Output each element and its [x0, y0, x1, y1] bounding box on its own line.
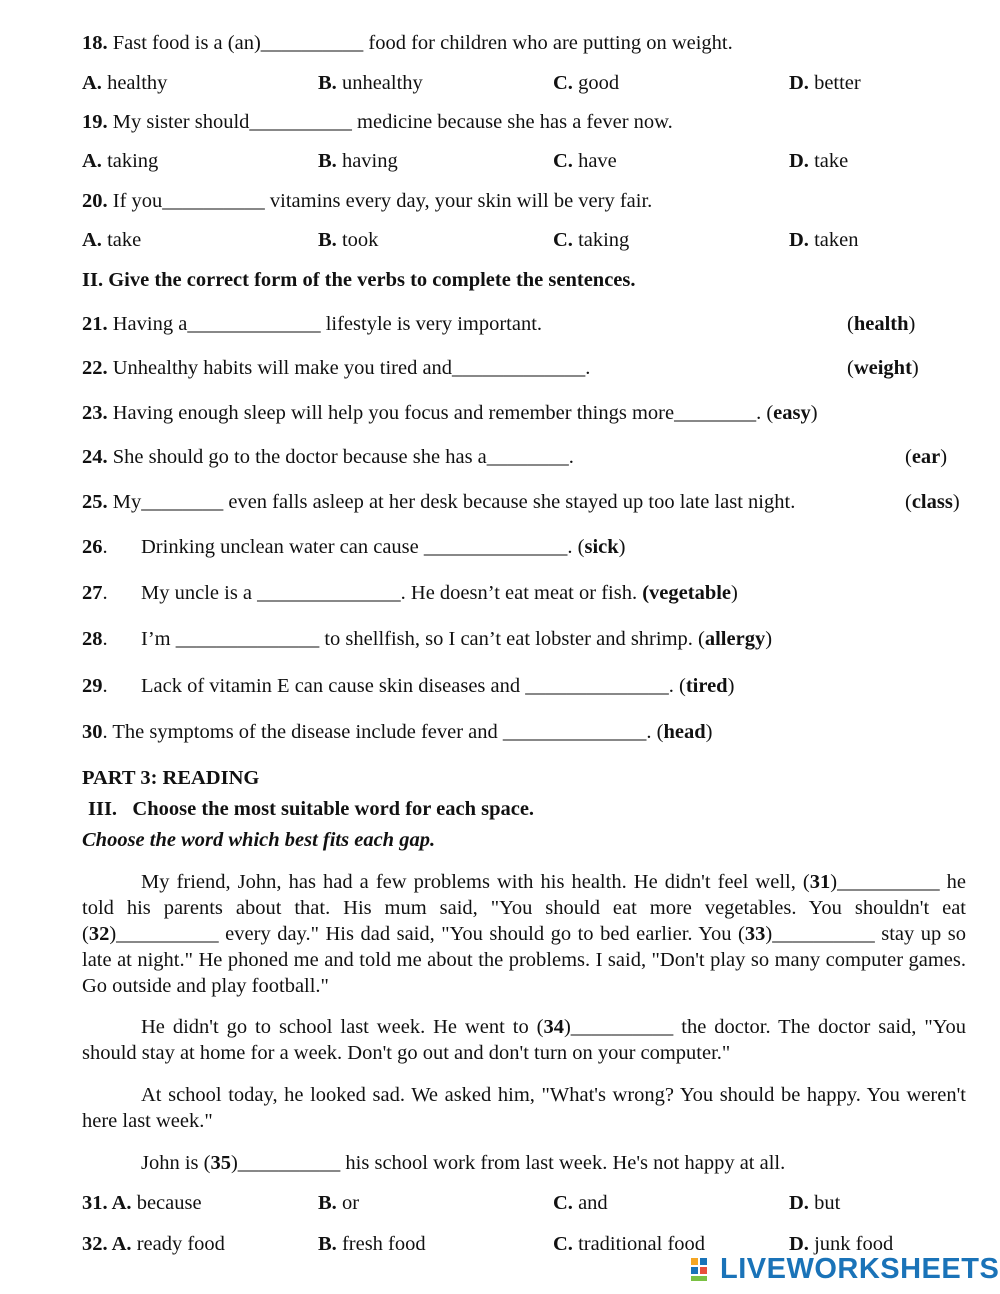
question-24: 24. She should go to the doctor because she has a________. — [82, 446, 574, 468]
q22-hint: (weight) — [847, 357, 919, 379]
q20-option-c[interactable]: C. taking — [553, 229, 630, 251]
q19-option-a[interactable]: A. taking — [82, 150, 159, 172]
q32-option-a[interactable]: 32. A. ready food — [82, 1233, 225, 1255]
q32-option-b[interactable]: B. fresh food — [318, 1233, 426, 1255]
q18-option-b[interactable]: B. unhealthy — [318, 72, 423, 94]
question-19: 19. My sister should__________ medicine because she has a fever now. — [82, 111, 673, 133]
q19-option-b[interactable]: B. having — [318, 150, 398, 172]
q31-option-a[interactable]: 31. A. because — [82, 1192, 202, 1214]
reading-paragraph-3: At school today, he looked sad. We asked him, "What's wrong? You should be happy. You weren't here last week." — [82, 1084, 966, 1132]
reading-paragraph-2: He didn't go to school last week. He went to (34)__________ the doctor. The doctor said, "You should stay at home for a week. Don't go out and don't turn on your computer." — [82, 1016, 966, 1064]
q18-option-d[interactable]: D. better — [789, 72, 861, 94]
q18-option-c[interactable]: C. good — [553, 72, 620, 94]
part-3-heading: PART 3: READING — [82, 767, 260, 789]
q18-option-a[interactable]: A. healthy — [82, 72, 168, 94]
question-20: 20. If you__________ vitamins every day, your skin will be very fair. — [82, 190, 653, 212]
q20-option-b[interactable]: B. took — [318, 229, 379, 251]
question-25: 25. My________ even falls asleep at her desk because she stayed up too late last night. — [82, 491, 796, 513]
liveworksheets-logo-icon — [690, 1256, 716, 1282]
q19-option-c[interactable]: C. have — [553, 150, 617, 172]
q31-option-d[interactable]: D. but — [789, 1192, 841, 1214]
q32-option-d[interactable]: D. junk food — [789, 1233, 894, 1255]
section-3-heading: III. Choose the most suitable word for each space. — [88, 798, 535, 820]
q25-hint: (class) — [905, 491, 960, 513]
question-28: 28. I’m ______________ to shellfish, so I can’t eat lobster and shrimp. (allergy) — [82, 628, 773, 650]
q20-option-a[interactable]: A. take — [82, 229, 142, 251]
q32-option-c[interactable]: C. traditional food — [553, 1233, 706, 1255]
question-27: 27. My uncle is a ______________. He doesn’t eat meat or fish. (vegetable) — [82, 582, 738, 604]
question-22: 22. Unhealthy habits will make you tired and_____________. — [82, 357, 591, 379]
question-18: 18. Fast food is a (an)__________ food for children who are putting on weight. — [82, 32, 733, 54]
q19-option-d[interactable]: D. take — [789, 150, 849, 172]
question-29: 29. Lack of vitamin E can cause skin diseases and ______________. (tired) — [82, 675, 735, 697]
q20-option-d[interactable]: D. taken — [789, 229, 859, 251]
q24-hint: (ear) — [905, 446, 948, 468]
question-21: 21. Having a_____________ lifestyle is very important. — [82, 313, 543, 335]
section-2-heading: II. Give the correct form of the verbs to complete the sentences. — [82, 269, 636, 291]
reading-paragraph-4: John is (35)__________ his school work from last week. He's not happy at all. — [141, 1152, 786, 1174]
liveworksheets-logo[interactable] — [690, 1254, 999, 1284]
q21-hint: (health) — [847, 313, 916, 335]
liveworksheets-logo-text: LIVEWORKSHEETS — [720, 1252, 1000, 1285]
question-30: 30. The symptoms of the disease include fever and ______________. (head) — [82, 721, 713, 743]
instruction: Choose the word which best fits each gap. — [82, 829, 436, 851]
question-23: 23. Having enough sleep will help you focus and remember things more________. (easy) — [82, 402, 818, 424]
q31-option-b[interactable]: B. or — [318, 1192, 360, 1214]
question-26: 26. Drinking unclean water can cause ______________. (sick) — [82, 536, 626, 558]
q31-option-c[interactable]: C. and — [553, 1192, 608, 1214]
reading-paragraph-1: My friend, John, has had a few problems with his health. He didn't feel well, (31)__________ he told his parents about that. His mum said, "You should eat more vegetables. You shouldn't eat (32)__________ every day." His dad said, "You should go to bed earlier. You (33)__________ stay up so late at night." He phoned me and told me about the problems. I said, "Don't play so many computer games. Go outside and play football." — [82, 871, 967, 997]
